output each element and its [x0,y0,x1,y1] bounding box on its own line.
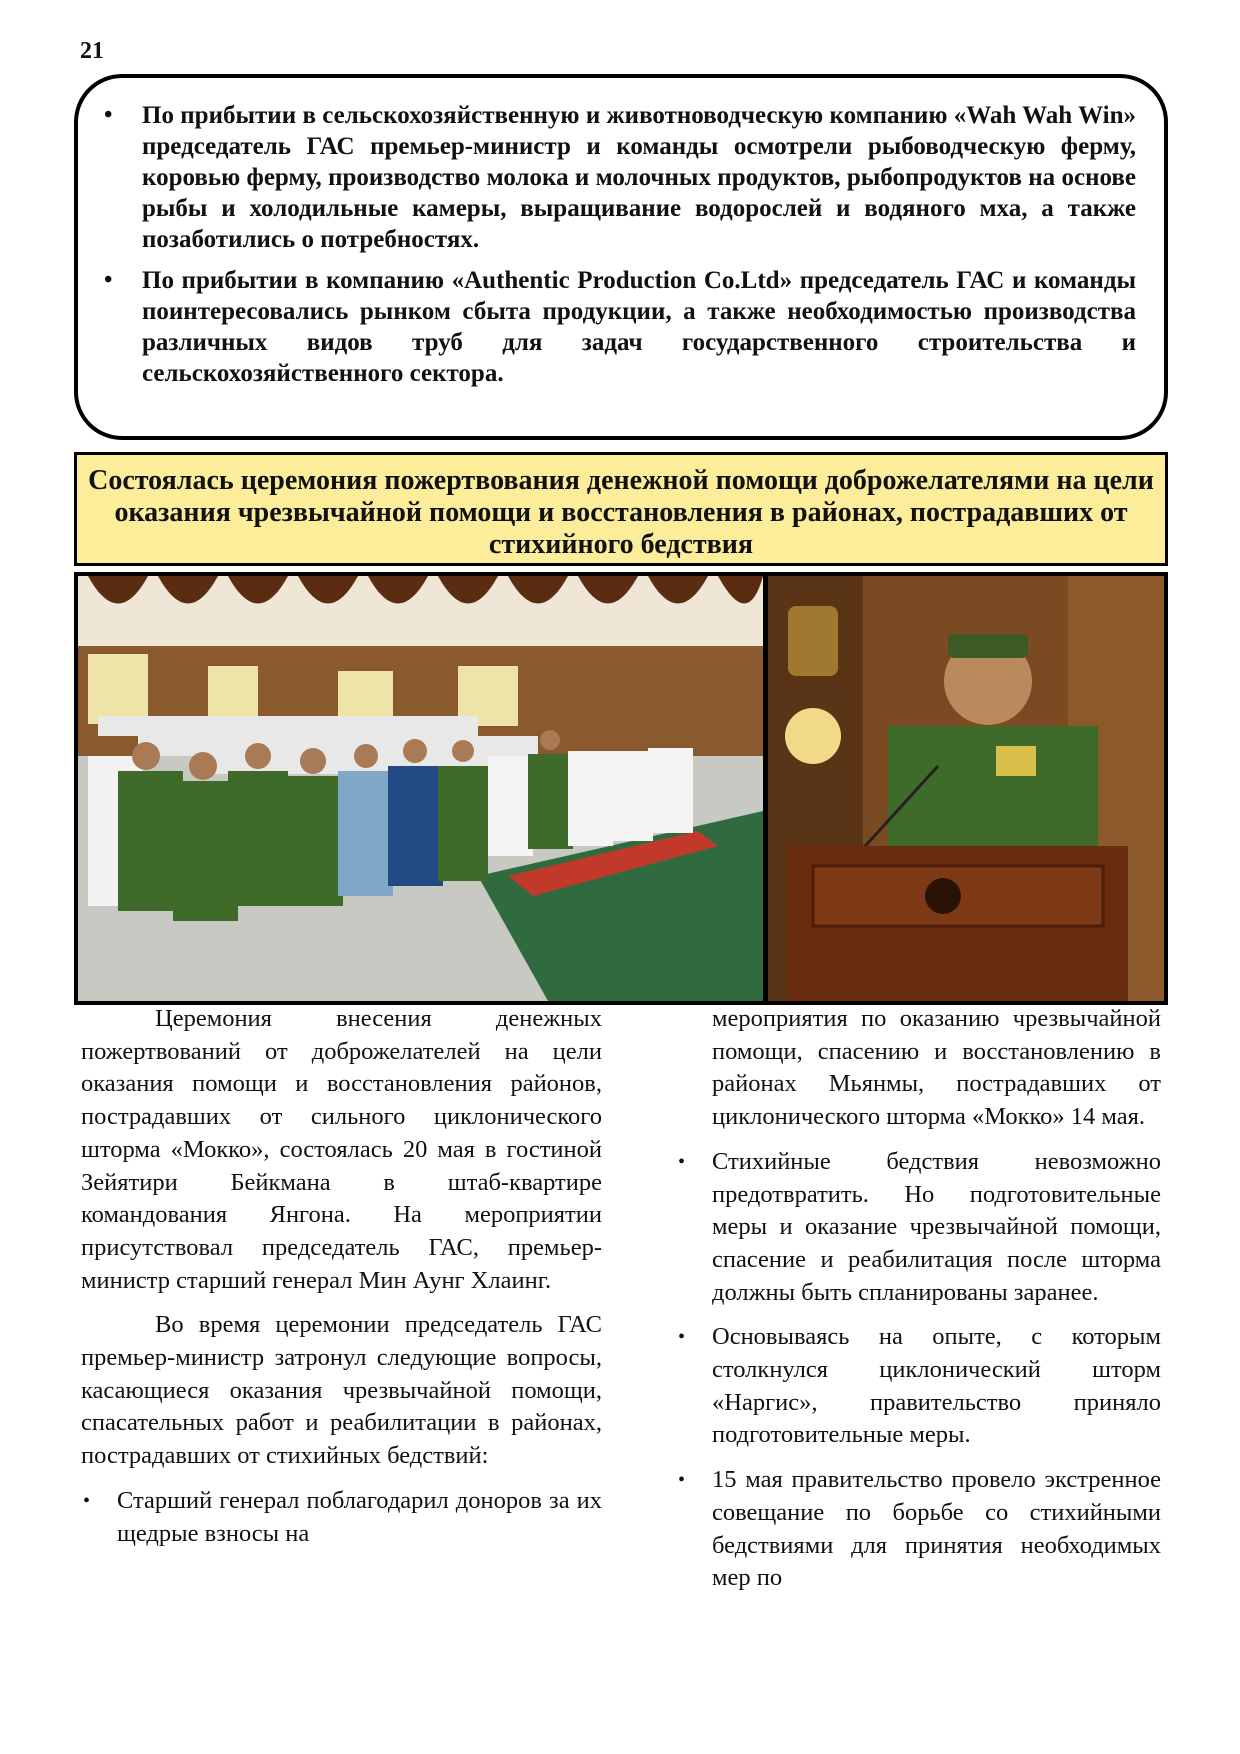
highlights-list [102,100,1136,389]
article-bullet-item: • Стихийные бедствия невозможно предотвратить. Но подготовительные меры и оказание чрезвычайной помощи, спасение и реабилитация после шторма должны быть спланированы заранее. [676,1146,1161,1310]
article-paragraph: Церемония внесения денежных пожертвований от доброжелателей на цели оказания помощи и восстановления районов, пострадавших от сильного циклонического шторма «Мокко», состоялась 20 мая в гостиной Зейятири Бейкмана в штаб-квартире командования Янгона. На мероприятии присутствовал председатель ГАС, премьер-министр старший генерал Мин Аунг Хлаинг. [81,1005,602,1294]
highlight-item: • По прибытии в компанию «Authentic Production Co.Ltd» председатель ГАС и команды поинтересовались рынком сбыта продукции, а также необходимостью производства различных видов труб для задач государственного строительства и сельскохозяйственного сектора. [102,265,1136,389]
audience-photo-image [78,576,763,1001]
photo-strip [74,572,1168,1005]
speaker-photo [768,576,1164,1001]
article-column-right [676,1003,1161,1607]
article-paragraph: Во время церемонии председатель ГАС премьер-министр затронул следующие вопросы, касающиеся оказания чрезвычайной помощи, спасательных работ и реабилитации в районах, пострадавших от стихийных бедствий: [81,1311,602,1470]
page-number: 21 [80,38,104,64]
highlights-box [74,74,1168,440]
article-headline: Состоялась церемония пожертвования денежной помощи доброжелателями на цели оказания чрезвычайной помощи и восстановления в районах, пострадавших от стихийного бедствия [74,452,1168,566]
article-bullet-list [81,1485,602,1550]
article-bullet-item: • Основываясь на опыте, с которым столкнулся циклонический шторм «Наргис», правительство приняло подготовительные меры. [676,1321,1161,1452]
article-bullet-list [676,1003,1161,1595]
article-bullet-item: • Старший генерал поблагодарил доноров за их щедрые взносы на [81,1485,602,1550]
audience-photo [78,576,763,1001]
article-column-left [81,1003,602,1562]
speaker-photo-image [768,576,1164,1001]
article-bullet-item: • 15 мая правительство провело экстренное совещание по борьбе со стихийными бедствиями для принятия необходимых мер по [676,1464,1161,1595]
article-bullet-continuation: мероприятия по оказанию чрезвычайной помощи, спасению и восстановлению в районах Мьянмы, пострадавших от циклонического шторма «Мокко» 14 мая. [712,1005,1161,1131]
highlight-item: • По прибытии в сельскохозяйственную и животноводческую компанию «Wah Wah Win» председатель ГАС премьер-министр и команды осмотрели рыбоводческую ферму, коровью ферму, производство молока и молочных продуктов, рыбопродуктов на основе рыбы и холодильные камеры, выращивание водорослей и водяного мха, а также позаботились о потребностях. [102,100,1136,255]
